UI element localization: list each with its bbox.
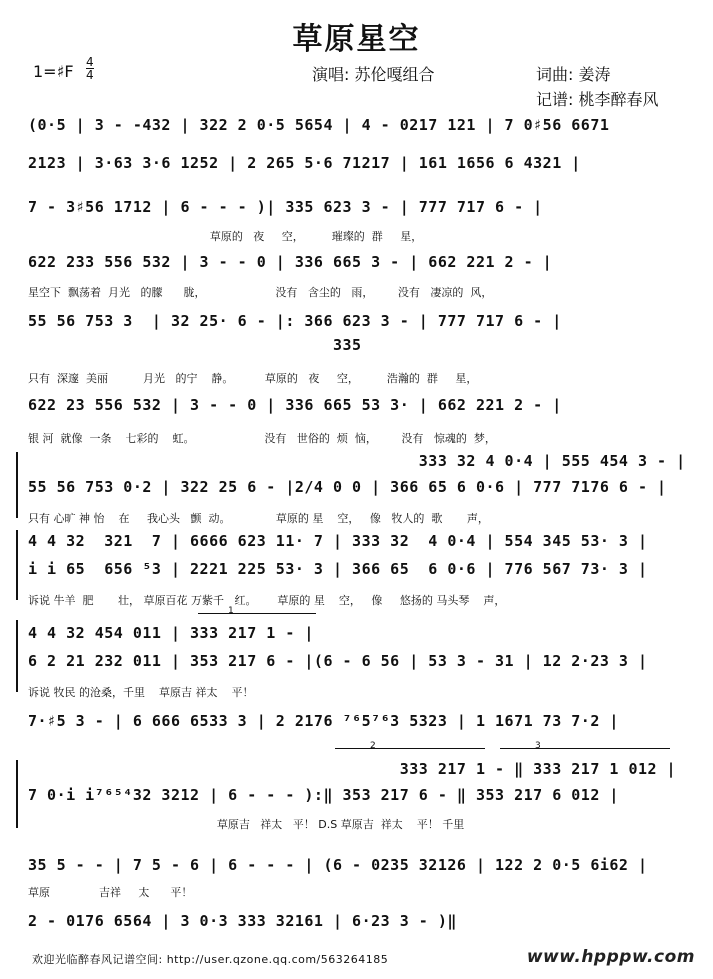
volta-number: 3 xyxy=(535,741,541,751)
lyric-line: 草原吉 祥太 平！ D.S 草原吉 祥太 平！ 千里 xyxy=(28,818,465,831)
notation-line: 333 217 1 - ‖ 333 217 1 012 | xyxy=(28,760,677,778)
lyric-line: 只有 深邃 美丽 月光 的宁 静。 草原的 夜 空， 浩瀚的 群 星， xyxy=(28,372,478,385)
system-bracket xyxy=(16,620,22,692)
key-signature: 1=♯F xyxy=(33,62,74,81)
lyric-line: 银 河 就像 一条 七彩的 虹。 没有 世俗的 烦 恼， 没有 惊魂的 梦， xyxy=(28,432,496,445)
volta-bracket xyxy=(500,748,670,749)
notation-line: 4 4 32 321 7 | 6666 623 11· 7 | 333 32 4 0·4 | 554 345 53· 3 | xyxy=(28,532,648,550)
lyric-line: 只有 心旷 神 怡 在 我心头 颤 动。 草原的 星 空， 像 牧人的 歌 声， xyxy=(28,512,489,525)
notation-line: 7·♯5 3 - | 6 666 6533 3 | 2 2176 ⁷⁶5⁷⁶3 5323 | 1 1671 73 7·2 | xyxy=(28,712,619,730)
system-bracket xyxy=(16,760,22,828)
lyric-line: 草原的 夜 空， 璀璨的 群 星， xyxy=(28,230,423,243)
notation-line: 4 4 32 454 011 | 333 217 1 - | xyxy=(28,624,314,642)
volta-number: 2 xyxy=(370,741,376,751)
system-bracket xyxy=(16,530,22,600)
notation-line: 622 23 556 532 | 3 - - 0 | 336 665 53 3· | 662 221 2 - | xyxy=(28,396,562,414)
lyric-line: 星空下 飘荡着 月光 的朦 胧， 没有 含尘的 雨， 没有 凄凉的 风， xyxy=(28,286,493,299)
volta-bracket xyxy=(198,613,316,614)
notation-line: 35 5 - - | 7 5 - 6 | 6 - - - | (6 - 0235 32126 | 122 2 0·5 6i62 | xyxy=(28,856,648,874)
notation-line: (0·5 | 3 - -432 | 322 2 0·5 5654 | 4 - 0217 121 | 7 0♯56 6671 xyxy=(28,116,610,134)
footer-credit: 欢迎光临醉春风记谱空间: http://user.qzone.qq.com/563264185 xyxy=(32,953,389,966)
meter-top: 4 xyxy=(86,55,94,69)
time-signature xyxy=(86,56,94,81)
notation-line: 335 xyxy=(28,336,362,354)
singer-credit: 演唱: 苏伦嘎组合 xyxy=(312,65,435,84)
notator-credit: 记谱: 桃李醉春风 xyxy=(536,90,659,109)
notation-line: 333 32 4 0·4 | 555 454 3 - | xyxy=(28,452,686,470)
notation-line: 2 - 0176 6564 | 3 0·3 333 32161 | 6·23 3 - )‖ xyxy=(28,912,457,930)
notation-line: 622 233 556 532 | 3 - - 0 | 336 665 3 - | 662 221 2 - | xyxy=(28,253,553,271)
lyric-line: 诉说 牛羊 肥 壮， 草原百花 万紫千 红。 草原的 星 空， 像 悠扬的 马头琴 声， xyxy=(28,594,506,607)
notation-line: 2123 | 3·63 3·6 1252 | 2 265 5·6 71217 | 161 1656 6 4321 | xyxy=(28,154,581,172)
volta-number: 1 xyxy=(228,606,234,616)
lyric-line: 诉说 牧民 的沧桑，千里 草原吉 祥太 平！ xyxy=(28,686,254,699)
notation-line: 7 0·i i⁷⁶⁵⁴32 3212 | 6 - - - ):‖ 353 217 6 - ‖ 353 217 6 012 | xyxy=(28,786,619,804)
footer-site: www.hpppw.com xyxy=(526,947,695,967)
composer-credit: 词曲: 姜涛 xyxy=(536,65,611,84)
song-title: 草原星空 xyxy=(292,22,421,57)
lyric-line: 草原 吉祥 太 平！ xyxy=(28,886,193,899)
meter-bottom: 4 xyxy=(86,68,94,82)
volta-bracket xyxy=(335,748,485,749)
notation-line: 55 56 753 3 | 32 25· 6 - |: 366 623 3 - | 777 717 6 - | xyxy=(28,312,562,330)
notation-line: 7 - 3♯56 1712 | 6 - - - )| 335 623 3 - | 777 717 6 - | xyxy=(28,198,543,216)
notation-line: i i 65 656 ⁵3 | 2221 225 53· 3 | 366 65 6 0·6 | 776 567 73· 3 | xyxy=(28,560,648,578)
notation-line: 6 2 21 232 011 | 353 217 6 - |(6 - 6 56 | 53 3 - 31 | 12 2·23 3 | xyxy=(28,652,648,670)
notation-line: 55 56 753 0·2 | 322 25 6 - |2/4 0 0 | 366 65 6 0·6 | 777 7176 6 - | xyxy=(28,478,667,496)
system-bracket xyxy=(16,452,22,518)
